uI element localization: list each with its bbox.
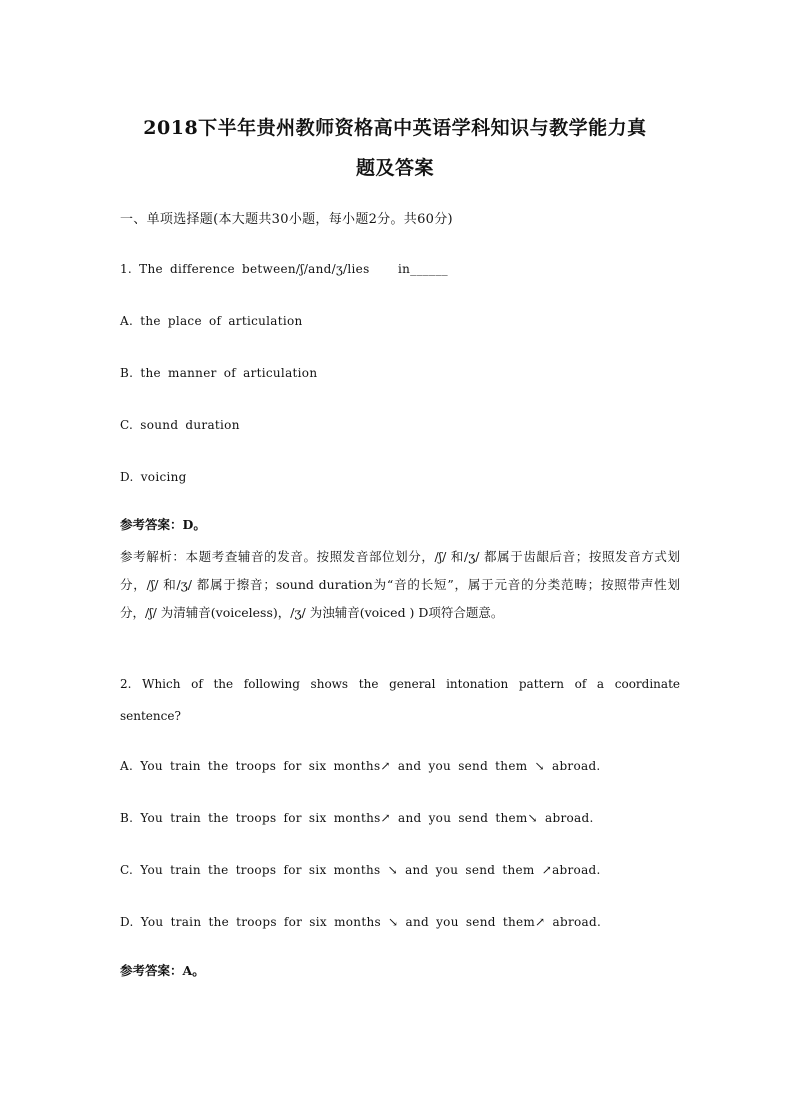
section-heading: 一、单项选择题(本大题共30小题，每小题2分。共60分) (120, 212, 453, 227)
question-2-option-d: D. You train the troops for six months ↘ and you send them↗ abroad. (120, 915, 602, 929)
question-2-option-b: B. You train the troops for six months↗ and you send them↘ abroad. (120, 811, 594, 825)
question-2-option-c: C. You train the troops for six months ↘ and you send them ↗abroad. (120, 863, 601, 877)
document-title-line-1: 2018下半年贵州教师资格高中英语学科知识与教学能力真 (143, 117, 647, 139)
question-1-option-d: D. voicing (120, 470, 187, 484)
document-title-line-2: 题及答案 (355, 157, 434, 179)
question-1-option-a: A. the place of articulation (120, 314, 303, 328)
question-1-option-c: C. sound duration (120, 418, 240, 432)
question-1-answer: 参考答案：D。 (120, 517, 206, 532)
question-2-stem: 2. Which of the following shows the general intonation pattern of a coordinate sentence? (120, 677, 680, 723)
question-2-option-a: A. You train the troops for six months↗ and you send them ↘ abroad. (120, 759, 601, 773)
question-2-answer: 参考答案：A。 (120, 963, 205, 978)
question-1-explanation: 参考解析：本题考查辅音的发音。按照发音部位划分，/ʃ/ 和/ʒ/ 都属于齿龈后音；按照发音方式划分，/ʃ/ 和/ʒ/ 都属于擦音；sound duration为“音的长短”，属于元音的分类范畴；按照带声性划分，/ʃ/ 为清辅音(voiceless)，/ʒ/ 为浊辅音(voiced ) D项符合题意。 (120, 549, 680, 620)
question-1-stem: 1. The difference between/ʃ/and/ʒ/lies in______ (120, 262, 448, 276)
question-1-option-b: B. the manner of articulation (120, 366, 318, 380)
